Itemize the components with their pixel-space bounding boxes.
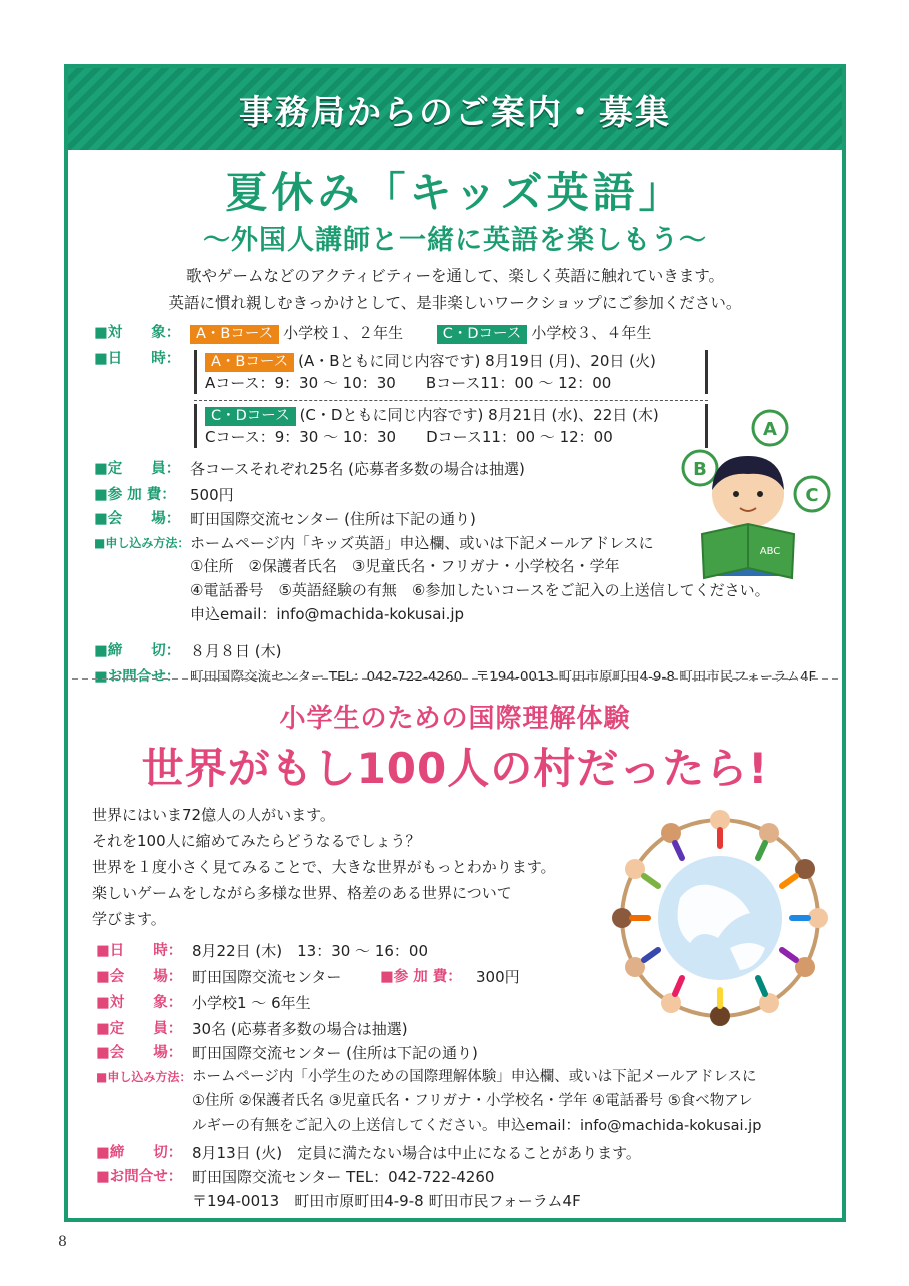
world-target-row — [96, 992, 311, 1014]
schedule-ab-dates: (A・Bともに同じ内容です) 8月19日 (月)、20日 (火) — [298, 352, 656, 370]
apply-row — [94, 532, 770, 626]
world-venue2-value: 町田国際交流センター (住所は下記の通り) — [192, 1044, 478, 1062]
apply-line: ①住所 ②保護者氏名 ③児童氏名・フリガナ・小学校名・学年 — [190, 557, 620, 575]
schedule-ab-times: Aコース：9：30 ～ 10：30 Bコース11：00 ～ 12：00 — [205, 374, 612, 392]
schedule-cd-tag: C・Dコース — [205, 407, 296, 426]
intro-line: 英語に慣れ親しむきっかけとして、是非楽しいワークショップにご参加ください。 — [168, 294, 742, 312]
capacity-value: 各コースそれぞれ25名 (応募者多数の場合は抽選) — [190, 460, 525, 478]
contact-row — [94, 666, 816, 688]
speech-bubble-c — [795, 477, 829, 511]
world-contact-line: 〒194-0013 町田市原町田4-9-8 町田市民フォーラム4F — [192, 1192, 581, 1210]
world-village-intro — [92, 802, 632, 932]
target-value — [190, 322, 651, 344]
world-capacity-row — [96, 1018, 408, 1040]
fee-row — [94, 484, 234, 506]
world-contact-line: 町田国際交流センター TEL：042-722-4260 — [192, 1168, 495, 1186]
datetime-row — [94, 348, 190, 370]
header-banner — [68, 68, 842, 150]
bubble-letter-c: C — [805, 485, 819, 506]
kid-reading-illustration — [674, 406, 834, 586]
apply-email[interactable]: 申込email：info@machida-kokusai.jp — [190, 605, 465, 623]
contact-label: ■お問合せ： — [94, 669, 181, 685]
course-ab-tag: A・Bコース — [190, 325, 279, 344]
speech-bubble-a — [753, 411, 787, 445]
datetime-label: ■日 時： — [94, 351, 181, 367]
kids-english-subtitle: ～外国人講師と一緒に英語を楽しもう～ — [203, 225, 707, 256]
world-datetime-row — [96, 940, 428, 962]
intro-line: 学びます。 — [92, 910, 166, 928]
apply-line: ④電話番号 ⑤英語経験の有無 ⑥参加したいコースをご記入の上送信してください。 — [190, 581, 770, 599]
schedule-divider — [194, 400, 708, 401]
venue-row — [94, 508, 476, 530]
announcement-frame — [64, 64, 846, 1222]
intro-line: 世界を１度小さく見てみることで、大きな世界がもっとわかります。 — [92, 858, 556, 876]
world-deadline-label: ■締 切： — [96, 1145, 183, 1161]
world-fee-label: ■参 加 費： — [380, 969, 462, 985]
course-cd-grade: 小学校３、４年生 — [531, 324, 652, 342]
kid-figure — [702, 456, 794, 578]
world-apply-line: ホームページ内「小学生のための国際理解体験」申込欄、或いは下記メールアドレスに — [192, 1069, 757, 1085]
schedule-cd-times: Cコース：9：30 ～ 10：30 Dコース11：00 ～ 12：00 — [205, 428, 613, 446]
deadline-value: ８月８日 (木) — [190, 642, 282, 660]
venue-label: ■会 場： — [94, 511, 181, 527]
world-deadline-row — [96, 1142, 641, 1164]
course-cd-tag: C・Dコース — [437, 325, 528, 344]
venue-value: 町田国際交流センター (住所は下記の通り) — [190, 510, 476, 528]
world-target-label: ■対 象： — [96, 995, 183, 1011]
speech-bubble-b — [683, 451, 717, 485]
world-datetime-value: 8月22日 (木) 13：30 ～ 16：00 — [192, 942, 428, 960]
world-venue2-label: ■会 場： — [96, 1045, 183, 1061]
bubble-letter-b: B — [693, 459, 707, 480]
world-apply-label: ■申し込み方法： — [96, 1070, 192, 1084]
bubble-letter-a: A — [763, 419, 777, 440]
schedule-ab-tag: A・Bコース — [205, 353, 294, 372]
world-contact-label: ■お問合せ： — [96, 1169, 183, 1185]
world-venue-label: ■会 場： — [96, 969, 183, 985]
world-village-title: 世界がもし100人の村だったら! — [141, 744, 769, 793]
world-apply-row — [96, 1066, 761, 1138]
banner-title: 事務局からのご案内・募集 — [239, 92, 671, 133]
world-contact-row — [96, 1166, 581, 1214]
schedule-cd-block — [194, 404, 708, 448]
book-label: ABC — [759, 546, 781, 557]
world-deadline-value: 8月13日 (火) 定員に満たない場合は中止になることがあります。 — [192, 1144, 641, 1162]
world-apply-line[interactable]: ルギーの有無をご記入の上送信してください。申込email：info@machida-kokusai.jp — [192, 1118, 762, 1134]
world-venue-fee-row — [96, 966, 520, 988]
kids-english-intro — [68, 263, 842, 317]
intro-line: 歌やゲームなどのアクティビティーを通して、楽しく英語に触れていきます。 — [185, 267, 724, 285]
intro-line: 世界にはいま72億人の人がいます。 — [92, 806, 335, 824]
fee-label: ■参 加 費： — [94, 487, 176, 503]
contact-value: 町田国際交流センター TEL：042-722-4260 〒194-0013 町田市原町田4-9-8 町田市民フォーラム4F — [190, 669, 817, 685]
apply-line: ホームページ内「キッズ英語」申込欄、或いは下記メールアドレスに — [190, 534, 654, 552]
section-divider — [72, 678, 838, 680]
course-ab-grade: 小学校１、２年生 — [283, 324, 404, 342]
apply-label: ■申し込み方法： — [94, 536, 190, 550]
target-row — [94, 322, 651, 344]
deadline-row — [94, 640, 281, 662]
intro-line: それを100人に縮めてみたらどうなるでしょう？ — [92, 832, 421, 850]
world-capacity-value: 30名 (応募者多数の場合は抽選) — [192, 1020, 408, 1038]
schedule-ab-block — [194, 350, 708, 394]
world-village-subtitle: 小学生のための国際理解体験 — [279, 704, 631, 734]
people-around-globe-illustration — [600, 798, 840, 1038]
kids-english-title: 夏休み「キッズ英語」 — [225, 168, 685, 217]
intro-line: 楽しいゲームをしながら多様な世界、格差のある世界について — [92, 884, 512, 902]
world-target-value: 小学校1 ～ 6年生 — [192, 994, 311, 1012]
target-label: ■対 象： — [94, 325, 181, 341]
deadline-label: ■締 切： — [94, 643, 181, 659]
schedule-cd-dates: (C・Dともに同じ内容です) 8月21日 (水)、22日 (木) — [299, 406, 659, 424]
world-venue-value: 町田国際交流センター — [192, 968, 342, 986]
world-datetime-label: ■日 時： — [96, 943, 183, 959]
world-fee-value: 300円 — [476, 968, 520, 986]
capacity-row — [94, 458, 525, 480]
world-capacity-label: ■定 員： — [96, 1021, 183, 1037]
page-number: 8 — [58, 1234, 67, 1250]
world-apply-line: ①住所 ②保護者氏名 ③児童氏名・フリガナ・小学校名・学年 ④電話番号 ⑤食べ物アレ — [192, 1093, 753, 1109]
world-venue2-row — [96, 1042, 478, 1064]
fee-value: 500円 — [190, 486, 234, 504]
capacity-label: ■定 員： — [94, 461, 181, 477]
